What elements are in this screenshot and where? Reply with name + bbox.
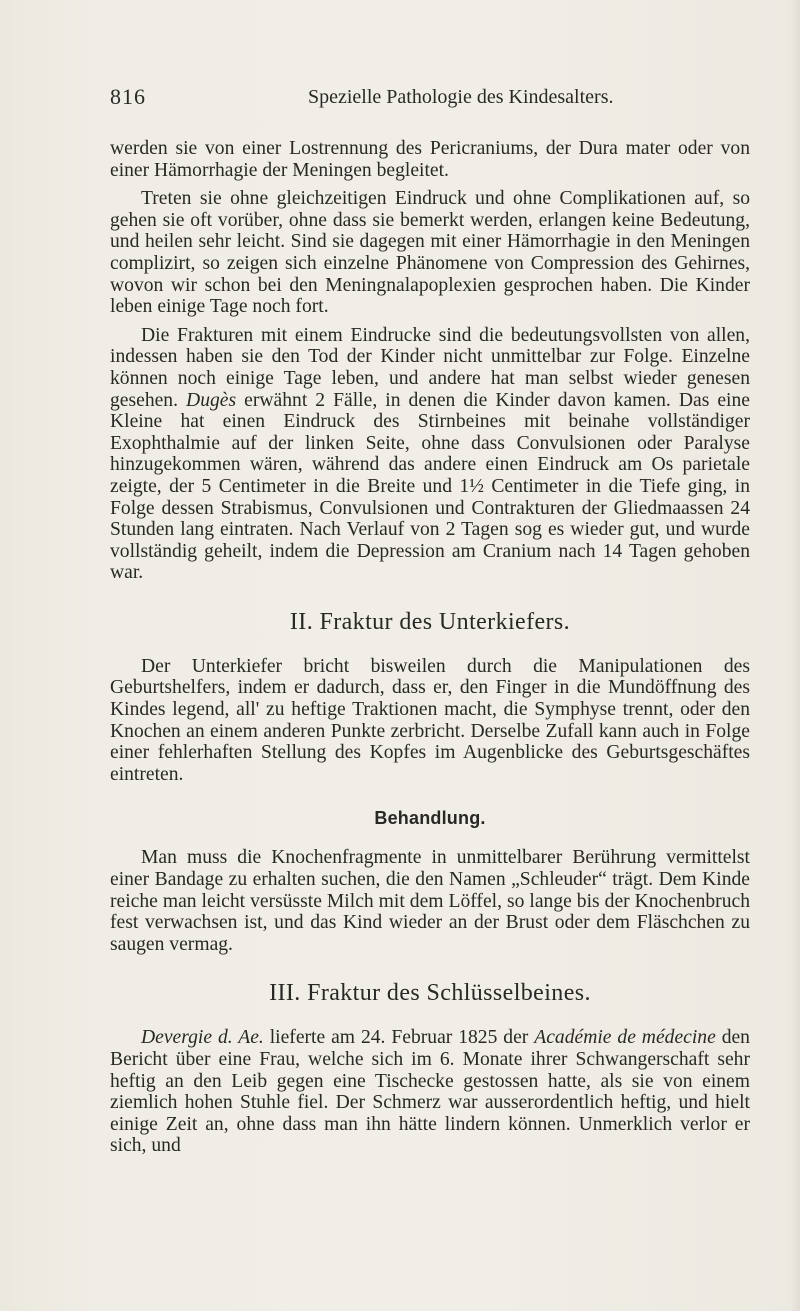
section-title-clavicle: III. Fraktur des Schlüsselbeines. xyxy=(269,980,591,1007)
section-title-mandible: II. Fraktur des Unterkiefers. xyxy=(289,608,571,635)
paragraph-text: erwähnt 2 Fälle, in denen die Kinder davon kamen. Das eine Kleine hat einen Eindruck des Stirnbeines mit beinahe vollständiger Exophthalmie auf der linken Seite, ohne dass Convulsionen oder Paralyse hinzugekommen wären, während das andere einen Eindruck am Os parietale zeigte, der 5 Centimeter in die Breite und 1½ Centimeter in die Tiefe ging, in Folge dessen Strabismus, Convulsionen und Contrakturen der Gliedmaassen 24 Stunden lang eintraten. Nach Verlauf von 2 Tagen sog es wieder gut, und wurde vollständig geheilt, indem die Depression am Cranium nach 14 Tagen gehoben war. xyxy=(110,389,750,584)
paragraph-text: lieferte am 24. Februar 1825 der xyxy=(263,1027,535,1049)
paragraph-depressed-fractures xyxy=(110,325,750,584)
journal-name: Académie de médecine xyxy=(534,1027,716,1049)
running-head: Spezielle Pathologie des Kindesalters. xyxy=(308,86,614,108)
page-body xyxy=(110,138,750,1157)
page-number: 816 xyxy=(110,84,146,109)
paragraph-complications: Treten sie ohne gleichzeitigen Eindruck und ohne Complikationen auf, so gehen sie oft vorüber, ohne dass sie bemerkt werden, erlangen keine Bedeutung, und heilen sehr leicht. Sind sie dagegen mit einer Hämorrhagie in den Meningen complizirt, so zeigen sich einzelne Phänomene von Compression des Gehirnes, wovon wir schon bei den Meningnalapoplexien gesprochen haben. Die Kinder leben einige Tage noch fort. xyxy=(110,188,750,318)
paragraph-treatment: Man muss die Knochenfragmente in unmittelbarer Berührung vermittelst einer Bandage zu erhalten suchen, die den Namen „Schleuder“ trägt. Dem Kinde reiche man leicht versüsste Milch mit dem Löffel, so lange bis der Knochenbruch fest verwachsen ist, und das Kind wieder an der Brust oder dem Fläschchen zu saugen vermag. xyxy=(110,847,750,955)
paragraph-mandible: Der Unterkiefer bricht bisweilen durch die Manipulationen des Geburtshelfers, indem er dadurch, dass er, den Finger in die Mundöffnung des Kindes legend, all' zu heftige Traktionen macht, die Symphyse trennt, oder den Knochen an einem anderen Punkte zerbricht. Derselbe Zufall kann auch in Folge einer fehlerhaften Stellung des Kopfes im Augenblicke des Geburtsgeschäftes eintreten. xyxy=(110,655,750,785)
page-header xyxy=(110,84,750,114)
author-name: Dugès xyxy=(186,389,237,411)
page-edge-shadow xyxy=(790,0,800,1311)
paragraph-text: Die Frakturen mit einem Eindrucke sind die bedeutungsvollsten von allen, indessen haben sie den Tod der Kinder nicht unmittelbar zur Folge. Einzelne können noch einige Tage leben, und andere hat man selbst wieder genesen gesehen. xyxy=(110,324,750,411)
author-name: Devergie d. Ae. xyxy=(141,1027,264,1049)
subsection-title-treatment: Behandlung. xyxy=(374,808,486,829)
paragraph-clavicle xyxy=(110,1027,750,1157)
paragraph-continuation: werden sie von einer Lostrennung des Pericraniums, der Dura mater oder von einer Hämorrhagie der Meningen begleitet. xyxy=(110,138,750,181)
paragraph-text: den Bericht über eine Frau, welche sich im 6. Monate ihrer Schwangerschaft sehr heftig an den Leib gegen eine Tischecke gestossen hatte, als sie von einem ziemlich hohen Stuhle fiel. Der Schmerz war ausserordentlich heftig, und hielt einige Zeit an, ohne dass man ihn hätte lindern können. Unmerklich verlor er sich, und xyxy=(110,1027,750,1157)
